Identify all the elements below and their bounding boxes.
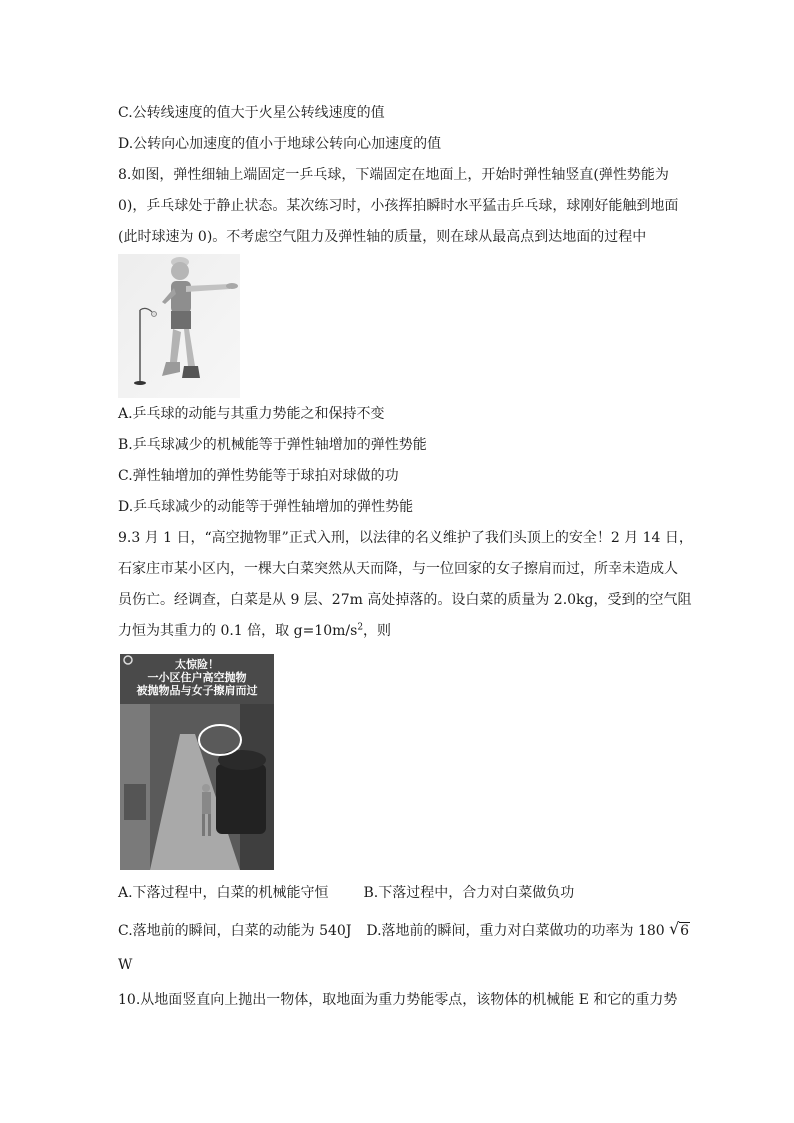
option-b-q8: B.乒乓球减少的机械能等于弹性轴增加的弹性势能 <box>118 437 427 453</box>
square-root: √ 6 <box>669 919 690 939</box>
photo-caption-line-2: 一小区住户高空抛物 <box>147 671 247 684</box>
question-9-line-4-end: ，则 <box>363 623 392 639</box>
question-8-line-1: 8.如图，弹性细轴上端固定一乒乓球，下端固定在地面上，开始时弹性轴竖直(弹性势能为 <box>118 167 669 183</box>
photo-caption-line-1: 太惊险！ <box>175 658 219 671</box>
superscript-2: 2 <box>357 622 364 633</box>
question-8-line-2: 0)，乒乓球处于静止状态。某次练习时，小孩挥拍瞬时水平猛击乒乓球，球刚好能触到地面 <box>118 198 679 214</box>
option-d-q8: D.乒乓球减少的动能等于弹性轴增加的弹性势能 <box>118 499 414 515</box>
option-d-q9: D.落地前的瞬间，重力对白菜做功的功率为 180 <box>366 923 665 939</box>
option-c-q7: C.公转线速度的值大于火星公转线速度的值 <box>118 105 385 121</box>
option-a-q8: A.乒乓球的动能与其重力势能之和保持不变 <box>118 406 385 422</box>
question-9-line-4 <box>118 621 391 641</box>
option-b-q9: B.下落过程中，合力对白菜做负功 <box>363 885 575 901</box>
ping-pong-photo <box>118 254 240 398</box>
cabbage-news-photo <box>120 654 274 870</box>
question-9-line-2: 石家庄市某小区内，一棵大白菜突然从天而降，与一位回家的女子擦肩而过，所幸未造成人 <box>118 561 678 577</box>
question-10-line-1: 10.从地面竖直向上抛出一物体，取地面为重力势能零点，该物体的机械能 E 和它的重力势 <box>118 992 678 1008</box>
options-cd-q9 <box>118 921 690 941</box>
ping-pong-figure <box>118 254 240 398</box>
question-9-line-1: 9.3 月 1 日，“高空抛物罪”正式入刑，以法律的名义维护了我们头顶上的安全！2 月 14 日， <box>118 530 693 546</box>
option-d-q7: D.公转向心加速度的值小于地球公转向心加速度的值 <box>118 136 442 152</box>
question-9-line-4-text: 力恒为其重力的 0.1 倍，取 g=10m/s <box>118 623 358 639</box>
photo-caption-line-3: 被抛物品与女子擦肩而过 <box>136 684 258 697</box>
question-8-line-3: (此时球速为 0)。不考虑空气阻力及弹性轴的质量，则在球从最高点到达地面的过程中 <box>118 229 647 245</box>
option-c-q9: C.落地前的瞬间，白菜的动能为 540J <box>118 923 352 939</box>
option-c-q8: C.弹性轴增加的弹性势能等于球拍对球做的功 <box>118 468 399 484</box>
option-d-q9-unit: W <box>118 957 133 973</box>
options-ab-q9 <box>118 883 574 903</box>
square-root-radicand: 6 <box>680 923 690 939</box>
option-a-q9: A.下落过程中，白菜的机械能守恒 <box>118 885 329 901</box>
question-9-line-3: 员伤亡。经调查，白菜是从 9 层、27m 高处掉落的。设白菜的质量为 2.0kg，受到的空气阻 <box>118 592 692 608</box>
